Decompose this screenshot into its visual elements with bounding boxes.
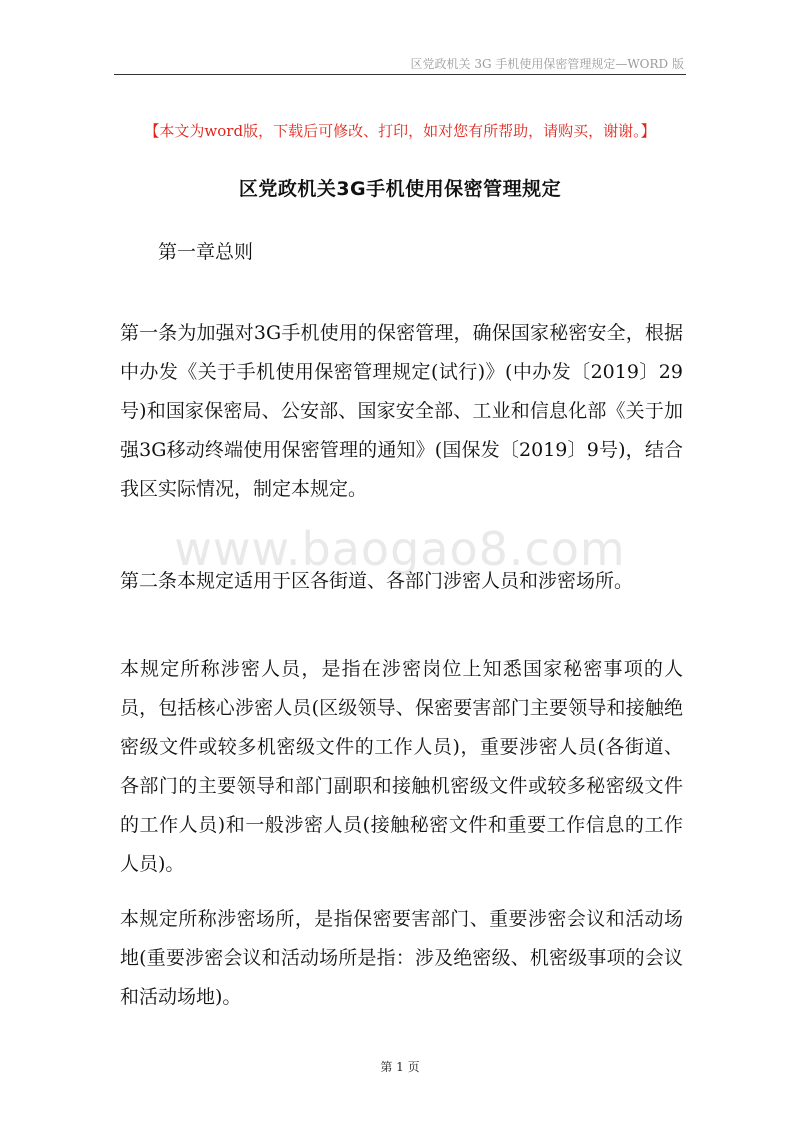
paragraph-article-1: 第一条为加强对3G手机使用的保密管理，确保国家秘密安全，根据中办发《关于手机使用保密管理规定(试行)》(中办发〔2019〕29 号)和国家保密局、公安部、国家安全部、工业和信息化部《关于加强3G移动终端使用保密管理的通知》(国保发〔2019〕9号)，结合我区实际情况，制定本规定。 xyxy=(120,322,683,500)
chapter-heading: 第一章总则 xyxy=(158,241,254,263)
page-number: 第 1 页 xyxy=(380,1060,420,1074)
running-header: 区党政机关 3G 手机使用保密管理规定—WORD 版 xyxy=(410,57,684,71)
paragraph-article-2: 第二条本规定适用于区各街道、各部门涉密人员和涉密场所。 xyxy=(120,570,634,592)
download-notice: 【本文为word版，下载后可修改、打印，如对您有所帮助，请购买，谢谢。】 xyxy=(144,122,656,140)
paragraph-venue-definition: 本规定所称涉密场所，是指保密要害部门、重要涉密会议和活动场地(重要涉密会议和活动场所是指：涉及绝密级、机密级事项的会议和活动场地)。 xyxy=(120,908,683,1008)
header-divider xyxy=(114,74,686,75)
watermark: www.baogao8.com xyxy=(174,522,626,576)
paragraph-personnel-definition: 本规定所称涉密人员，是指在涉密岗位上知悉国家秘密事项的人员，包括核心涉密人员(区级领导、保密要害部门主要领导和接触绝密级文件或较多机密级文件的工作人员)，重要涉密人员(各街道、各部门的主要领导和部门副职和接触机密级文件或较多秘密级文件的工作人员)和一般涉密人员(接触秘密文件和重要工作信息的工作人员)。 xyxy=(120,658,683,875)
document-title: 区党政机关3G手机使用保密管理规定 xyxy=(238,178,562,200)
